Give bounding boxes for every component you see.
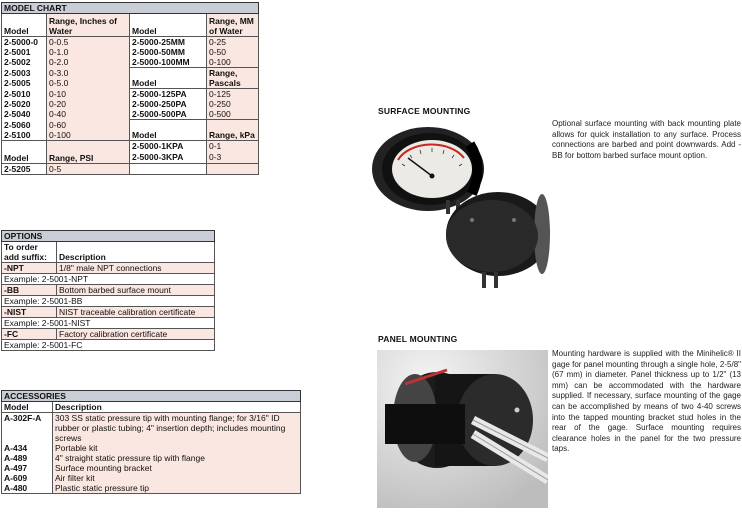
accessories-col-description: Description: [53, 402, 301, 413]
pa-range-2: 0-250: [207, 99, 259, 109]
inches-range-4: 0-3.0: [47, 68, 130, 79]
option-suffix-2: -BB: [4, 285, 20, 295]
kpa-range-2: 0-3: [207, 152, 259, 164]
inches-model-6: 2-5010: [4, 88, 31, 99]
option-suffix-4: -FC: [4, 329, 19, 339]
inches-range-6: 0-10: [47, 89, 130, 100]
kpa-range-1: 0-1: [207, 140, 259, 152]
accessory-description-2: Portable kit: [53, 443, 301, 453]
surface-mount-gauge-photo: [372, 124, 550, 292]
mm-range-3: 0-100: [207, 57, 259, 68]
inches-model-5: 2-5005: [4, 78, 31, 88]
panel-mounting-text: Mounting hardware is supplied with the Minihelic® II gage for panel mounting through a single hole, 2-5/8" (67 mm) in diameter. Panel thickness up to 1/2" (13 mm) can be accommodated with the hardware supplied. If necessary, surface mounting of the gage can be accomplished by means of two 4-40 screws into the tapped mounting bracket stud holes in the rear of the gage. Surface mounting requires clearance holes in the panel for the two pressure taps.: [552, 349, 741, 454]
options-title: OPTIONS: [2, 231, 215, 242]
option-example-2: Example: 2-5001-BB: [4, 296, 83, 306]
inches-model-1: 2-5000-0: [4, 37, 39, 47]
inches-model-7: 2-5020: [4, 99, 31, 109]
col-header-range-psi: Range, PSI: [47, 140, 130, 163]
pa-range-1: 0-125: [207, 89, 259, 100]
accessory-model-3: A-489: [4, 453, 28, 463]
col-header-model-mm: Model: [130, 14, 207, 37]
mm-model-2: 2-5000-50MM: [130, 47, 207, 57]
col-header-model-kpa: Model: [130, 120, 207, 141]
option-description-4: Factory calibration certificate: [57, 329, 215, 340]
col-header-model-pa: Model: [130, 68, 207, 89]
accessories-title: ACCESSORIES: [2, 391, 301, 402]
accessory-description-6: Plastic static pressure tip: [53, 483, 301, 494]
col-header-range-inches: Range, Inches of Water: [47, 14, 130, 37]
accessory-model-1: A-302F-A: [4, 413, 42, 423]
inches-range-1: 0-0.5: [47, 37, 130, 48]
model-chart-title: MODEL CHART: [2, 3, 259, 14]
accessory-model-5: A-609: [4, 473, 28, 483]
gauge-rear-icon: [446, 192, 550, 288]
accessory-description-5: Air filter kit: [53, 473, 301, 483]
inches-model-10: 2-5100: [4, 129, 31, 140]
options-table: [1, 230, 215, 351]
option-description-1: 1/8" male NPT connections: [57, 263, 215, 274]
accessory-model-4: A-497: [4, 463, 28, 473]
inches-range-3: 0-2.0: [47, 57, 130, 68]
option-example-1: Example: 2-5001-NPT: [4, 274, 89, 284]
inches-range-5: 0-5.0: [47, 78, 130, 89]
option-suffix-1: -NPT: [4, 263, 24, 273]
accessories-col-model: Model: [4, 402, 29, 412]
mm-model-3: 2-5000-100MM: [130, 57, 207, 68]
inches-range-2: 0-1.0: [47, 47, 130, 57]
kpa-model-1: 2-5000-1KPA: [130, 140, 207, 152]
col-header-range-mm: Range, MM of Water: [207, 14, 259, 37]
option-description-3: NIST traceable calibration certificate: [57, 307, 215, 318]
psi-model-1: 2-5205: [4, 163, 31, 174]
options-col-suffix: To order add suffix:: [4, 242, 47, 262]
accessory-description-3: 4" straight static pressure tip with flange: [53, 453, 301, 463]
col-header-range-pa: Range, Pascals: [207, 68, 259, 89]
inches-range-7: 0-20: [47, 99, 130, 109]
col-header-model-psi: Model: [4, 152, 29, 163]
mm-range-1: 0-25: [207, 37, 259, 48]
accessory-description-1: 303 SS static pressure tip with mounting flange; for 3/16" ID rubber or plastic tubing; 4" insertion depth; includes mounting screws: [53, 413, 301, 444]
option-suffix-3: -NIST: [4, 307, 27, 317]
surface-mounting-heading: SURFACE MOUNTING: [378, 106, 471, 116]
accessory-model-6: A-480: [4, 483, 28, 493]
inches-range-9: 0-60: [47, 120, 130, 130]
option-description-2: Bottom barbed surface mount: [57, 285, 215, 296]
option-example-4: Example: 2-5001-FC: [4, 340, 83, 350]
mm-range-2: 0-50: [207, 47, 259, 57]
inches-range-10: 0-100: [47, 130, 130, 141]
kpa-model-2: 2-5000-3KPA: [130, 152, 207, 164]
col-header-range-kpa: Range, kPa: [207, 120, 259, 141]
accessory-description-4: Surface mounting bracket: [53, 463, 301, 473]
options-col-description: Description: [57, 242, 215, 263]
pa-model-1: 2-5000-125PA: [130, 89, 207, 100]
inches-model-8: 2-5040: [4, 109, 31, 119]
option-example-3: Example: 2-5001-NIST: [4, 318, 91, 328]
pa-range-3: 0-500: [207, 109, 259, 120]
mm-model-1: 2-5000-25MM: [130, 37, 207, 48]
model-chart-table: [1, 2, 259, 175]
inches-model-2: 2-5001: [4, 47, 31, 57]
inches-model-3: 2-5002: [4, 57, 31, 67]
col-header-model: Model: [4, 26, 29, 36]
pa-model-3: 2-5000-500PA: [130, 109, 207, 120]
panel-mounting-heading: PANEL MOUNTING: [378, 334, 458, 344]
accessory-model-2: A-434: [4, 443, 28, 453]
surface-mounting-text: Optional surface mounting with back mounting plate allows for quick installation to any surface. Process connections are barbed and point downwards. Add -BB for bottom barbed surface mount option.: [552, 119, 741, 160]
panel-mount-gauge-photo: [377, 350, 548, 508]
psi-range-1: 0-5: [47, 163, 130, 174]
inches-model-4: 2-5003: [4, 67, 31, 78]
pa-model-2: 2-5000-250PA: [130, 99, 207, 109]
accessories-table: [1, 390, 301, 494]
inches-range-8: 0-40: [47, 109, 130, 120]
inches-model-9: 2-5060: [4, 119, 31, 130]
